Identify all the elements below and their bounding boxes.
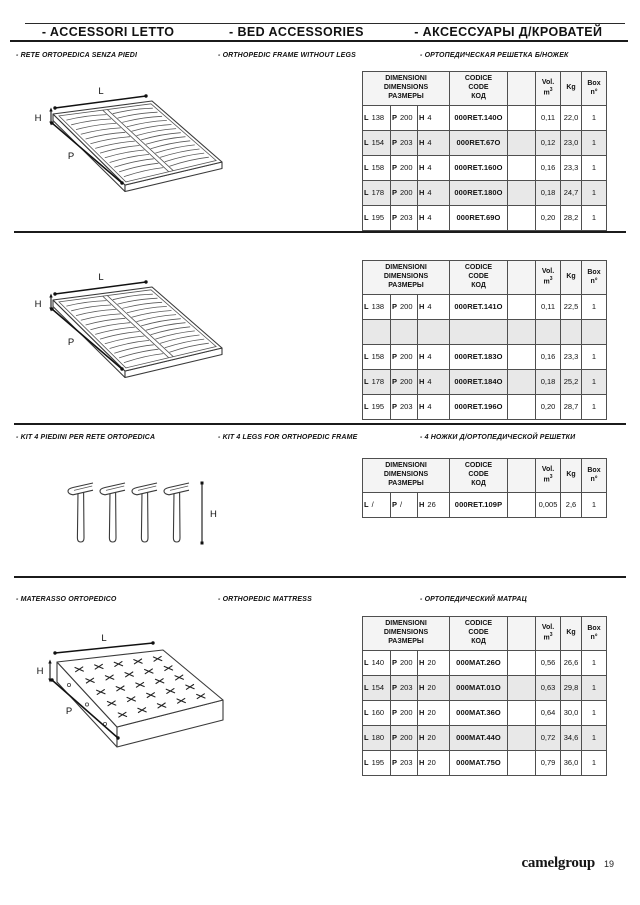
dimension-label-l: L: [98, 86, 104, 97]
cell-blank: [508, 206, 536, 231]
cell-blank: [508, 676, 536, 701]
cell-box: 1: [582, 345, 607, 370]
cell-volume: 0,79: [536, 751, 561, 776]
cell-code: 000RET.69O: [450, 206, 508, 231]
cell-weight: 28,7: [561, 395, 582, 420]
cell-box: 1: [582, 181, 607, 206]
table-header-row: [363, 459, 607, 493]
table-row: [363, 395, 607, 420]
cell-code: 000MAT.01O: [450, 676, 508, 701]
col-header-code: CODICE CODE КОД: [450, 459, 508, 493]
mattress-illustration: [22, 622, 262, 780]
table-header-row: [363, 617, 607, 651]
cell-dim-p: P 200: [391, 651, 418, 676]
cell-blank: [508, 156, 536, 181]
cell-code: 000MAT.26O: [450, 651, 508, 676]
cell-box: 1: [582, 206, 607, 231]
col-header-weight: Kg: [561, 459, 582, 493]
table-row: [363, 131, 607, 156]
cell-code: 000RET.140O: [450, 106, 508, 131]
cell-dim-h: H 4: [418, 395, 450, 420]
cell-dim-h: H 20: [418, 676, 450, 701]
section3-label-italian: - KIT 4 PIEDINI PER RETE ORTOPEDICA: [16, 434, 156, 441]
section4-label-russian: - ОРТОПЕДИЧЕСКИЙ МАТРАЦ: [420, 596, 527, 603]
cell-dim-p: P 200: [391, 370, 418, 395]
cell-volume: 0,16: [536, 345, 561, 370]
cell-box: 1: [582, 751, 607, 776]
cell-weight: 2,6: [561, 493, 582, 518]
cell-dim-p: P 200: [391, 106, 418, 131]
leg-drawing: [68, 483, 189, 542]
col-header-weight: Kg: [561, 72, 582, 106]
col-header-code: CODICE CODE КОД: [450, 617, 508, 651]
col-header-volume: Vol. $m^3$: [536, 617, 561, 651]
orthopedic-frame-illustration-2: [25, 266, 255, 401]
cell-blank: [508, 726, 536, 751]
cell-dim-h: H 4: [418, 295, 450, 320]
cell-weight: 23,0: [561, 131, 582, 156]
table-row: [363, 345, 607, 370]
cell-dim-l: L 178: [363, 181, 391, 206]
col-header-dimensions: DIMENSIONI DIMENSIONS РАЗМЕРЫ: [363, 617, 450, 651]
table-row: [363, 181, 607, 206]
table-row-empty: [363, 320, 607, 345]
col-header-blank: [508, 459, 536, 493]
cell-volume: 0,64: [536, 701, 561, 726]
cell-box: 1: [582, 726, 607, 751]
section-divider: [14, 231, 626, 233]
col-header-dimensions: DIMENSIONI DIMENSIONS РАЗМЕРЫ: [363, 459, 450, 493]
page-number: 19: [604, 859, 615, 869]
cell-dim-h: H 20: [418, 651, 450, 676]
table-header-row: [363, 261, 607, 295]
cell-code: 000RET.183O: [450, 345, 508, 370]
cell-dim-h: [418, 320, 450, 345]
cell-volume: 0,18: [536, 370, 561, 395]
cell-weight: 25,2: [561, 370, 582, 395]
cell-dim-p: P /: [391, 493, 418, 518]
cell-box: 1: [582, 701, 607, 726]
cell-code: 000RET.196O: [450, 395, 508, 420]
cell-code: 000RET.141O: [450, 295, 508, 320]
cell-box: 1: [582, 370, 607, 395]
col-header-dimensions: DIMENSIONI DIMENSIONS РАЗМЕРЫ: [363, 261, 450, 295]
cell-dim-l: L 154: [363, 676, 391, 701]
table-row: [363, 701, 607, 726]
dimension-label-p: P: [65, 706, 73, 717]
cell-dim-p: P 200: [391, 295, 418, 320]
section3-label-russian: - 4 НОЖКИ Д/ОРТОПЕДИЧЕСКОЙ РЕШЕТКИ: [420, 434, 576, 441]
cell-code: [450, 320, 508, 345]
cell-volume: 0,11: [536, 295, 561, 320]
page-title-italian: - ACCESSORI LETTO: [41, 25, 175, 39]
cell-dim-p: P 203: [391, 395, 418, 420]
cell-volume: 0,12: [536, 131, 561, 156]
cell-dim-l: L 178: [363, 370, 391, 395]
table-row: [363, 370, 607, 395]
cell-weight: 23,3: [561, 345, 582, 370]
section4-label-english: - ORTHOPEDIC MATTRESS: [218, 596, 312, 603]
cell-dim-l: L 140: [363, 651, 391, 676]
cell-dim-l: L 138: [363, 295, 391, 320]
cell-blank: [508, 295, 536, 320]
spec-table-legs-kit: [362, 458, 607, 518]
cell-code: 000RET.180O: [450, 181, 508, 206]
col-header-box: Box n°: [582, 72, 607, 106]
cell-box: 1: [582, 651, 607, 676]
spec-table-frame-2: [362, 260, 607, 420]
cell-box: 1: [582, 156, 607, 181]
cell-code: 000MAT.75O: [450, 751, 508, 776]
section-divider: [14, 576, 626, 578]
header-top-rule: [25, 23, 625, 24]
cell-code: 000RET.109P: [450, 493, 508, 518]
cell-volume: 0,16: [536, 156, 561, 181]
cell-dim-l: L /: [363, 493, 391, 518]
table-row: [363, 493, 607, 518]
section-divider: [14, 423, 626, 425]
cell-dim-l: L 158: [363, 156, 391, 181]
cell-dim-h: H 20: [418, 701, 450, 726]
cell-volume: 0,20: [536, 206, 561, 231]
dimension-label-l: L: [101, 633, 107, 644]
col-header-box: Box n°: [582, 261, 607, 295]
col-header-volume: Vol. $m^3$: [536, 261, 561, 295]
dimension-arrows: [201, 482, 218, 545]
dimension-label-p: P: [67, 151, 75, 162]
cell-weight: 36,0: [561, 751, 582, 776]
col-header-blank: [508, 617, 536, 651]
section4-label-italian: - MATERASSO ORTOPEDICO: [16, 596, 117, 603]
col-header-code: CODICE CODE КОД: [450, 261, 508, 295]
page-title-english: - BED ACCESSORIES: [229, 25, 364, 39]
cell-dim-h: H 4: [418, 370, 450, 395]
cell-dim-h: H 20: [418, 751, 450, 776]
cell-weight: 23,3: [561, 156, 582, 181]
table-row: [363, 651, 607, 676]
cell-dim-l: L 195: [363, 206, 391, 231]
cell-dim-p: P 200: [391, 156, 418, 181]
cell-weight: 22,5: [561, 295, 582, 320]
cell-weight: [561, 320, 582, 345]
col-header-weight: Kg: [561, 261, 582, 295]
cell-dim-p: P 203: [391, 751, 418, 776]
cell-blank: [508, 651, 536, 676]
dimension-label-p: P: [67, 337, 75, 348]
cell-blank: [508, 345, 536, 370]
cell-blank: [508, 751, 536, 776]
cell-volume: 0,63: [536, 676, 561, 701]
cell-blank: [508, 131, 536, 156]
cell-dim-h: H 26: [418, 493, 450, 518]
col-header-box: Box n°: [582, 617, 607, 651]
legs-illustration: [62, 472, 237, 567]
cell-dim-p: [391, 320, 418, 345]
cell-blank: [508, 181, 536, 206]
cell-weight: 34,6: [561, 726, 582, 751]
cell-dim-h: H 4: [418, 131, 450, 156]
cell-weight: 30,0: [561, 701, 582, 726]
cell-box: [582, 320, 607, 345]
orthopedic-frame-illustration-1: [25, 80, 255, 215]
cell-code: 000RET.160O: [450, 156, 508, 181]
cell-code: 000MAT.44O: [450, 726, 508, 751]
col-header-code: CODICE CODE КОД: [450, 72, 508, 106]
cell-dim-h: H 20: [418, 726, 450, 751]
cell-weight: 28,2: [561, 206, 582, 231]
cell-blank: [508, 106, 536, 131]
cell-dim-l: L 195: [363, 751, 391, 776]
spec-table-frame-1: [362, 71, 607, 231]
cell-dim-p: P 200: [391, 345, 418, 370]
cell-box: 1: [582, 395, 607, 420]
cell-code: 000RET.184O: [450, 370, 508, 395]
cell-weight: 22,0: [561, 106, 582, 131]
dimension-label-h: H: [210, 509, 217, 520]
cell-volume: 0,20: [536, 395, 561, 420]
dimension-label-h: H: [34, 113, 42, 124]
table-row: [363, 206, 607, 231]
cell-volume: 0,005: [536, 493, 561, 518]
cell-volume: 0,18: [536, 181, 561, 206]
cell-dim-h: H 4: [418, 106, 450, 131]
cell-blank: [508, 395, 536, 420]
table-row: [363, 676, 607, 701]
header-title-row: [14, 25, 626, 39]
cell-blank: [508, 320, 536, 345]
col-header-volume: Vol. $m^3$: [536, 72, 561, 106]
section3-label-english: - KIT 4 LEGS FOR ORTHOPEDIC FRAME: [218, 434, 358, 441]
page-title-russian: - АКСЕССУАРЫ Д/КРОВАТЕЙ: [414, 25, 603, 39]
header-bottom-rule: [10, 40, 628, 42]
cell-weight: 24,7: [561, 181, 582, 206]
table-row: [363, 156, 607, 181]
dimension-label-h: H: [36, 666, 44, 677]
cell-code: 000RET.67O: [450, 131, 508, 156]
cell-volume: [536, 320, 561, 345]
dimension-label-l: L: [98, 272, 104, 283]
cell-dim-p: P 200: [391, 181, 418, 206]
spec-table-mattress: [362, 616, 607, 776]
cell-dim-p: P 200: [391, 726, 418, 751]
cell-dim-h: H 4: [418, 345, 450, 370]
section1-label-english: - ORTHOPEDIC FRAME WITHOUT LEGS: [218, 52, 356, 59]
cell-box: 1: [582, 295, 607, 320]
cell-blank: [508, 493, 536, 518]
cell-dim-h: H 4: [418, 181, 450, 206]
cell-dim-l: L 158: [363, 345, 391, 370]
cell-dim-p: P 203: [391, 676, 418, 701]
table-row: [363, 295, 607, 320]
cell-dim-l: L 138: [363, 106, 391, 131]
table-row: [363, 751, 607, 776]
col-header-box: Box n°: [582, 459, 607, 493]
cell-dim-l: [363, 320, 391, 345]
col-header-blank: [508, 261, 536, 295]
cell-dim-p: P 203: [391, 206, 418, 231]
cell-box: 1: [582, 106, 607, 131]
col-header-weight: Kg: [561, 617, 582, 651]
cell-box: 1: [582, 676, 607, 701]
cell-dim-p: P 200: [391, 701, 418, 726]
section1-label-russian: - ОРТОПЕДИЧЕСКАЯ РЕШЕТКА Б/НОЖЕК: [420, 52, 569, 59]
cell-blank: [508, 370, 536, 395]
cell-dim-p: P 203: [391, 131, 418, 156]
cell-box: 1: [582, 131, 607, 156]
cell-volume: 0,11: [536, 106, 561, 131]
cell-volume: 0,56: [536, 651, 561, 676]
section1-label-italian: - RETE ORTOPEDICA SENZA PIEDI: [16, 52, 138, 59]
camelgroup-logo: camelgroup: [521, 855, 595, 871]
cell-code: 000MAT.36O: [450, 701, 508, 726]
table-row: [363, 726, 607, 751]
col-header-dimensions: DIMENSIONI DIMENSIONS РАЗМЕРЫ: [363, 72, 450, 106]
cell-dim-l: L 195: [363, 395, 391, 420]
cell-dim-l: L 154: [363, 131, 391, 156]
col-header-blank: [508, 72, 536, 106]
cell-box: 1: [582, 493, 607, 518]
dimension-label-h: H: [34, 299, 42, 310]
cell-dim-l: L 180: [363, 726, 391, 751]
table-row: [363, 106, 607, 131]
cell-volume: 0,72: [536, 726, 561, 751]
cell-blank: [508, 701, 536, 726]
cell-weight: 26,6: [561, 651, 582, 676]
table-header-row: [363, 72, 607, 106]
col-header-volume: Vol. $m^3$: [536, 459, 561, 493]
cell-dim-h: H 4: [418, 206, 450, 231]
cell-dim-h: H 4: [418, 156, 450, 181]
cell-weight: 29,8: [561, 676, 582, 701]
cell-dim-l: L 160: [363, 701, 391, 726]
